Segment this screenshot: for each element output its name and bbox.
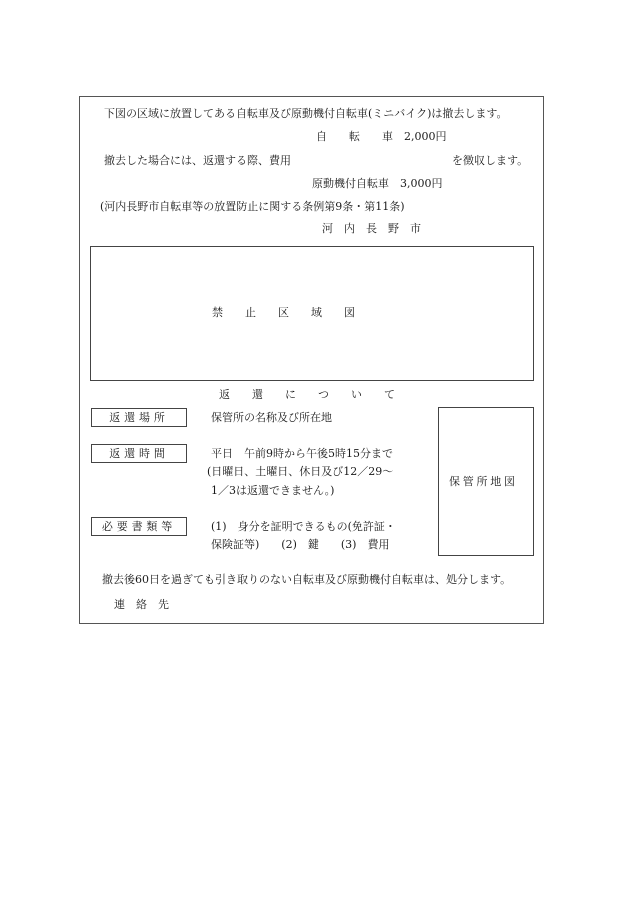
return-time-line2: (日曜日、土曜日、休日及び12／29～ xyxy=(207,465,394,478)
storage-map-label: 保管所地図 xyxy=(449,475,518,488)
return-place-value: 保管所の名称及び所在地 xyxy=(211,411,332,424)
return-time-label: 返還時間 xyxy=(91,444,187,463)
moped-fee: 原動機付自転車 3,000円 xyxy=(312,177,443,190)
return-time-line1: 平日 午前9時から午後5時15分まで xyxy=(211,447,393,460)
bicycle-fee: 自 転 車 2,000円 xyxy=(316,130,447,143)
required-documents-line1: (1) 身分を証明できるもの(免許証・ xyxy=(211,520,396,533)
contact-label: 連 絡 先 xyxy=(114,598,169,611)
disposal-notice: 撤去後60日を過ぎても引き取りのない自転車及び原動機付自転車は、処分します。 xyxy=(102,573,512,586)
required-documents-label: 必要書類等 xyxy=(91,517,187,536)
fee-notice-left: 撤去した場合には、返還する際、費用 xyxy=(104,154,291,167)
required-documents-line2: 保険証等) (2) 鍵 (3) 費用 xyxy=(211,538,390,551)
return-section-heading: 返 還 に つ い て xyxy=(219,388,395,401)
notice-intro-text: 下図の区域に放置してある自転車及び原動機付自転車(ミニバイク)は撤去します。 xyxy=(104,107,508,120)
return-place-label: 返還場所 xyxy=(91,408,187,427)
issuer-name: 河 内 長 野 市 xyxy=(322,222,421,235)
ordinance-reference: (河内長野市自転車等の放置防止に関する条例第9条・第11条) xyxy=(100,200,405,213)
fee-notice-right: を徴収します。 xyxy=(452,154,529,167)
return-time-line3: 1／3は返還できません。) xyxy=(211,484,335,497)
prohibited-area-map-label: 禁 止 区 域 図 xyxy=(212,306,355,319)
